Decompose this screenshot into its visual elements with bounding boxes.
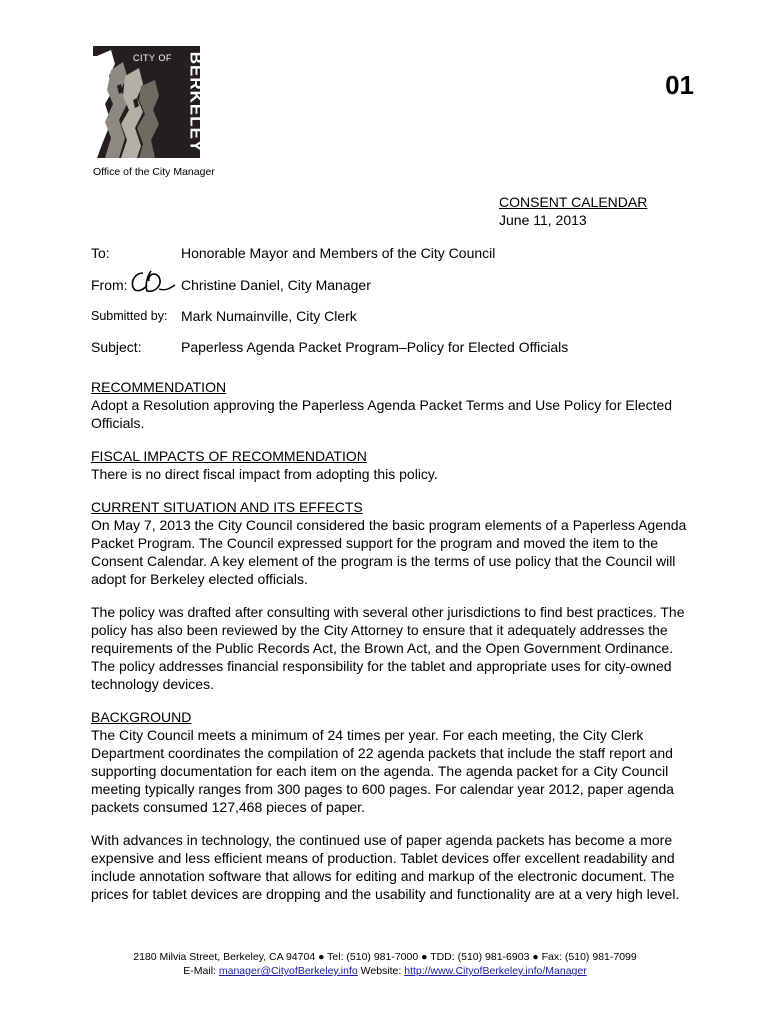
- recommendation-heading: RECOMMENDATION: [91, 379, 227, 395]
- footer-email-link[interactable]: manager@CityofBerkeley.info: [218, 965, 358, 977]
- footer-email-label: E-Mail:: [183, 965, 216, 977]
- fiscal-text: There is no direct fiscal impact from adopting this policy.: [91, 466, 438, 482]
- recommendation-section: [91, 378, 691, 432]
- subject-label: Subject:: [91, 339, 142, 355]
- footer-website-link[interactable]: http://www.CityofBerkeley.info/Manager: [404, 965, 587, 977]
- current-situation-paragraph-2: The policy was drafted after consulting with several other jurisdictions to find best practices. The policy has also been reviewed by the City Attorney to ensure that it adequately addresses the requirements of the Public Records Act, the Brown Act, and the Open Government Ordinance. The policy addresses financial responsibility for the tablet and appropriate uses for city-owned technology devices.: [91, 604, 685, 692]
- city-of-berkeley-logo: [93, 46, 206, 158]
- office-name: Office of the City Manager: [93, 166, 215, 178]
- footer-website-label: Website:: [360, 965, 402, 977]
- footer-contact-line: [0, 964, 770, 978]
- to-value: Honorable Mayor and Members of the City Council: [181, 245, 496, 261]
- signature-initials: [129, 267, 177, 295]
- fiscal-section: [91, 447, 691, 483]
- subject-value: Paperless Agenda Packet Program–Policy for Elected Officials: [181, 339, 569, 355]
- submitted-by-value: Mark Numainville, City Clerk: [181, 308, 357, 324]
- current-situation-paragraph-2-block: [91, 603, 691, 693]
- current-situation-section: [91, 498, 691, 588]
- calendar-date: June 11, 2013: [499, 212, 587, 228]
- current-situation-paragraph-1: On May 7, 2013 the City Council considered the basic program elements of a Paperless Agenda Packet Program. The Council expressed support for the program and moved the item to the Consent Calendar. A key element of the program is the terms of use policy that the Council will adopt for Berkeley elected officials.: [91, 517, 687, 587]
- calendar-type: CONSENT CALENDAR: [499, 194, 648, 210]
- logo-city-of-text: CITY OF: [133, 53, 172, 63]
- background-paragraph-1: The City Council meets a minimum of 24 times per year. For each meeting, the City Clerk Department coordinates the compilation of 22 agenda packets that include the staff report and supporting documentation for each item on the agenda. The agenda packet for a City Council meeting typically ranges from 300 pages to 600 pages. For calendar year 2012, paper agenda packets consumed 127,468 pieces of paper.: [91, 727, 674, 815]
- background-section: [91, 708, 691, 816]
- background-heading: BACKGROUND: [91, 709, 192, 725]
- from-value: Christine Daniel, City Manager: [181, 277, 371, 293]
- logo-berkeley-text: BERKELEY: [186, 51, 206, 153]
- background-paragraph-2-block: [91, 831, 691, 903]
- background-paragraph-2: With advances in technology, the continued use of paper agenda packets has become a more expensive and less efficient means of production. Tablet devices offer excellent readability and include annotation software that allows for editing and markup of the electronic document. The prices for tablet devices are dropping and the usability and functionality are at a very high level.: [91, 832, 680, 902]
- current-situation-heading: CURRENT SITUATION AND ITS EFFECTS: [91, 499, 363, 515]
- submitted-by-label: Submitted by:: [91, 309, 168, 323]
- document-number: 01: [665, 70, 694, 100]
- recommendation-text: Adopt a Resolution approving the Paperless Agenda Packet Terms and Use Policy for Elected Officials.: [91, 397, 673, 431]
- calendar-block: [499, 193, 647, 229]
- fiscal-heading: FISCAL IMPACTS OF RECOMMENDATION: [91, 448, 367, 464]
- footer: [0, 950, 770, 978]
- to-label: To:: [91, 245, 110, 261]
- footer-address: 2180 Milvia Street, Berkeley, CA 94704 ● Tel: (510) 981-7000 ● TDD: (510) 981-6903 ● Fax: (510) 981-7099: [133, 951, 637, 963]
- from-label: From:: [91, 277, 128, 293]
